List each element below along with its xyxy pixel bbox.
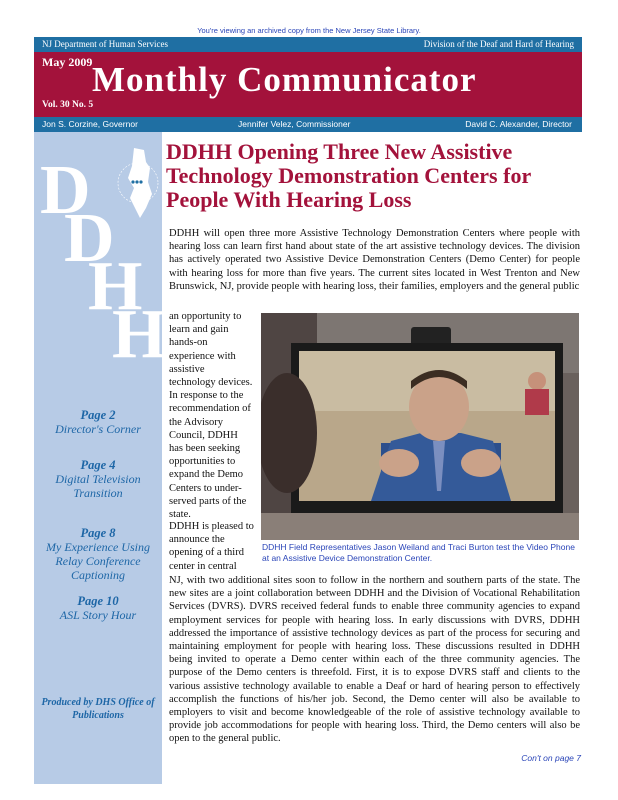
sidebar-item-page-2[interactable] bbox=[34, 408, 162, 436]
top-bar bbox=[34, 37, 582, 52]
sidebar-item-title: Director's Corner bbox=[55, 422, 141, 436]
sidebar-letter: D bbox=[40, 152, 91, 229]
sidebar-item-title: ASL Story Hour bbox=[59, 608, 137, 622]
article-photo bbox=[261, 313, 579, 540]
governor-name: Jon S. Corzine, Governor bbox=[42, 119, 138, 129]
produced-by: Produced by DHS Office of Publications bbox=[41, 697, 155, 721]
nj-state-logo bbox=[116, 138, 160, 228]
volume-number: Vol. 30 No. 5 bbox=[42, 100, 94, 110]
sidebar-item-page: Page 10 bbox=[77, 594, 119, 608]
masthead bbox=[34, 52, 582, 117]
officials-bar bbox=[34, 117, 582, 132]
photo-caption: DDHH Field Representatives Jason Weiland and Traci Burton test the Video Phone at an Assistive Device Demonstration Center. bbox=[262, 542, 575, 563]
newsletter-title: Monthly Communicator bbox=[92, 60, 477, 99]
department-name: NJ Department of Human Services bbox=[42, 39, 168, 49]
article-paragraph-1: DDHH will open three more Assistive Technology Demonstration Centers where people with hearing loss can learn first hand about state of the art assistive technology devices. The division has actively operated two Assistive Device Demonstration Centers (Demo Center) for people with hearing loss for more than five years. The current sites located in West Trenton and New Brunswick, NJ, provide people with hearing loss, their families, employers and the general public bbox=[169, 228, 580, 292]
sidebar-item-title: Digital Television Transition bbox=[55, 472, 141, 500]
sidebar-letter: H bbox=[112, 296, 167, 373]
article-paragraph-2-start: DDHH is pleased to announce the opening of a third center in central bbox=[169, 521, 254, 572]
sidebar-item-page: Page 8 bbox=[80, 526, 116, 540]
video-phone-photo bbox=[261, 313, 579, 540]
division-name: Division of the Deaf and Hard of Hearing bbox=[423, 39, 574, 49]
sidebar-letter: H bbox=[88, 248, 143, 325]
sidebar-item-page-10[interactable] bbox=[34, 594, 162, 622]
sidebar-item-page-8[interactable] bbox=[34, 526, 162, 582]
sidebar-item-page-4[interactable] bbox=[34, 458, 162, 500]
commissioner-name: Jennifer Velez, Commissioner bbox=[238, 119, 351, 129]
article-headline: DDHH Opening Three New Assistive Technology Demonstration Centers for People With Hearing Loss bbox=[166, 139, 531, 212]
archive-notice: You're viewing an archived copy from the New Jersey State Library. bbox=[197, 26, 421, 35]
sidebar-item-title: My Experience Using Relay Conference Captioning bbox=[46, 540, 150, 582]
sidebar-item-page: Page 4 bbox=[80, 458, 116, 472]
sidebar-item-page: Page 2 bbox=[80, 408, 116, 422]
sidebar-letter: D bbox=[64, 200, 115, 277]
issue-date: May 2009 bbox=[42, 55, 93, 69]
article-paragraph-2-continued: NJ, with two additional sites soon to follow in the northern and southern parts of the state. The new sites are a joint collaboration between DDHH and the Division of Vocational Rehabilitation Services (DVRS). DVRS received federal funds to enable three community agencies to expand employment services for people with hearing loss. In early discussions with DVRS, DDHH addressed the importance of assistive technology devices as part of the process for securing and maintaining employment for people with hearing loss. These discussions resulted in DDHH being invited to operate a Demo center within each of the three community agencies. The purpose of the Demo centers is threefold. First, it is to expose DVRS staff and clients to the various assistive technology available to enable a Deaf or hard of hearing person to effectively accomplish the functions of his/her job. Second, the Demo center will also be available to employers to visit and become knowledgeable of the role of assistive technology available to provide job accommodations for people with hearing loss. Third, the Demo centers will also be open to the general public. bbox=[169, 575, 580, 745]
article-wrap-text: an opportunity to learn and gain hands-on experience with assistive technology devices. In response to the recommendation of the Advisory Council, DDHH has been seeking opportunities to expand the Demo Centers to under-served parts of the state. bbox=[169, 311, 253, 521]
sidebar bbox=[34, 132, 167, 784]
director-name: David C. Alexander, Director bbox=[465, 119, 572, 129]
continued-on-link[interactable]: Con't on page 7 bbox=[521, 753, 581, 763]
